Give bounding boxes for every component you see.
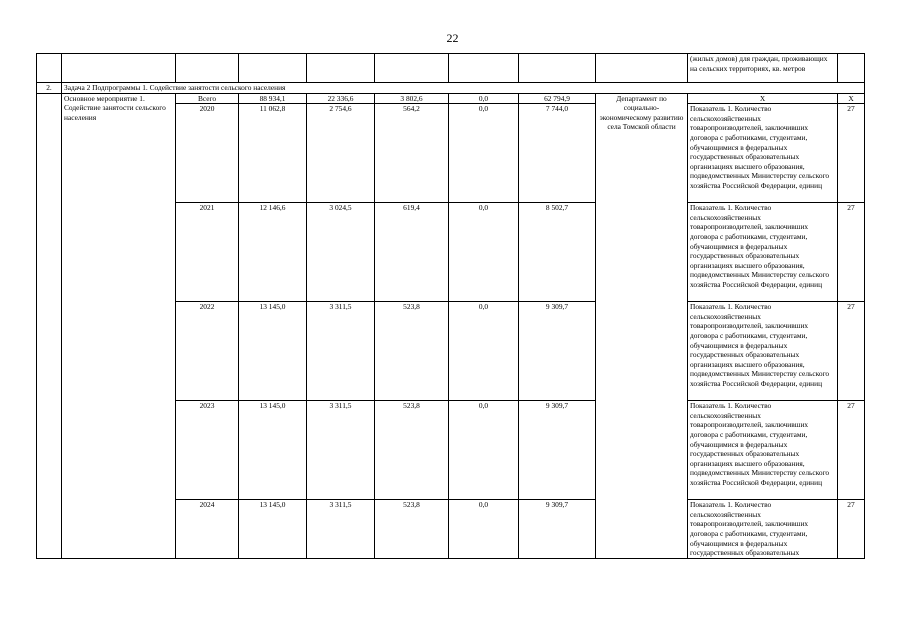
total-amount: 12 146,6 (239, 203, 307, 302)
local-amount: 0,0 (449, 203, 519, 302)
indicator-cell: Показатель 1. Количество сельскохозяйственных товаропроизводителей, заключивших договора с работниками, студентами, обучающимися в федеральных государственных образовательных организациях высшего образования, подведомственных Министерству сельского хозяйства Российской Федерации, единиц (688, 203, 838, 302)
other-amount: 7 744,0 (519, 104, 596, 203)
total-amount: 13 145,0 (239, 500, 307, 559)
regional-amount: 523,8 (375, 302, 449, 401)
federal-amount: 3 311,5 (307, 302, 375, 401)
total-amount: 13 145,0 (239, 401, 307, 500)
page-number: 22 (446, 31, 459, 45)
cell-empty (519, 54, 596, 83)
regional-amount: 619,4 (375, 203, 449, 302)
federal-amount: 2 754,6 (307, 104, 375, 203)
cell-empty (37, 54, 62, 83)
cell-empty (239, 54, 307, 83)
indicator-value: 27 (838, 302, 865, 401)
indicator-cell: Показатель 1. Количество сельскохозяйственных товаропроизводителей, заключивших договора с работниками, студентами, обучающимися в федеральных государственных образовательных организациях высшего образования, подведомственных Министерству сельского хозяйства Российской Федерации, единиц (688, 104, 838, 203)
regional-amount: 3 802,6 (375, 93, 449, 104)
cell-empty (596, 54, 688, 83)
period-label: Всего (176, 93, 239, 104)
measure-name: Основное мероприятие 1. Содействие занятости сельского населения (62, 93, 176, 558)
federal-amount: 22 336,6 (307, 93, 375, 104)
indicator-cell: Показатель 1. Количество сельскохозяйственных товаропроизводителей, заключивших договора с работниками, студентами, обучающимися в федеральных государственных образовательных организациях высшего образования, подведомственных Министерству сельского хозяйства Российской Федерации, единиц (688, 401, 838, 500)
total-amount: 88 934,1 (239, 93, 307, 104)
local-amount: 0,0 (449, 93, 519, 104)
cell-empty (62, 54, 176, 83)
regional-amount: 564,2 (375, 104, 449, 203)
indicator-value: 27 (838, 203, 865, 302)
year-label: 2024 (176, 500, 239, 559)
year-label: 2020 (176, 104, 239, 203)
indicator-value: 27 (838, 104, 865, 203)
year-label: 2023 (176, 401, 239, 500)
executor: Департамент по социально-экономическому развитию села Томской области (596, 93, 688, 558)
other-amount: 9 309,7 (519, 401, 596, 500)
total-amount: 13 145,0 (239, 302, 307, 401)
indicator-value: 27 (838, 500, 865, 559)
year-label: 2022 (176, 302, 239, 401)
indicator-cell: Показатель 1. Количество сельскохозяйственных товаропроизводителей, заключивших договора с работниками, студентами, обучающимися в федеральных государственных образовательных организациях высшего образования, подведомственных Министерству сельского хозяйства Российской Федерации, единиц (688, 302, 838, 401)
program-table (36, 53, 865, 559)
other-amount: 9 309,7 (519, 500, 596, 559)
cell-empty (176, 54, 239, 83)
indicator-cell: (жилых домов) для граждан, проживающих на сельских территориях, кв. метров (688, 54, 838, 83)
cell-empty (449, 54, 519, 83)
other-amount: 62 794,9 (519, 93, 596, 104)
local-amount: 0,0 (449, 104, 519, 203)
other-amount: 9 309,7 (519, 302, 596, 401)
other-amount: 8 502,7 (519, 203, 596, 302)
regional-amount: 523,8 (375, 401, 449, 500)
row-number: 2. (37, 83, 62, 94)
cell-empty (838, 54, 865, 83)
federal-amount: 3 024,5 (307, 203, 375, 302)
indicator-cell: Показатель 1. Количество сельскохозяйственных товаропроизводителей, заключивших договора с работниками, студентами, обучающимися в федеральных государственных образовательных (688, 500, 838, 559)
cell-empty (37, 93, 62, 558)
indicator-value: 27 (838, 401, 865, 500)
table-row-continuation (37, 54, 865, 83)
local-amount: 0,0 (449, 302, 519, 401)
federal-amount: 3 311,5 (307, 500, 375, 559)
local-amount: 0,0 (449, 500, 519, 559)
federal-amount: 3 311,5 (307, 401, 375, 500)
indicator-value: Х (838, 93, 865, 104)
table-row-task (37, 83, 865, 94)
cell-empty (375, 54, 449, 83)
task-title: Задача 2 Подпрограммы 1. Содействие занятости сельского населения (62, 83, 865, 94)
total-amount: 11 062,8 (239, 104, 307, 203)
local-amount: 0,0 (449, 401, 519, 500)
regional-amount: 523,8 (375, 500, 449, 559)
cell-empty (307, 54, 375, 83)
year-label: 2021 (176, 203, 239, 302)
indicator-cell: Х (688, 93, 838, 104)
table-row-total (37, 93, 865, 104)
